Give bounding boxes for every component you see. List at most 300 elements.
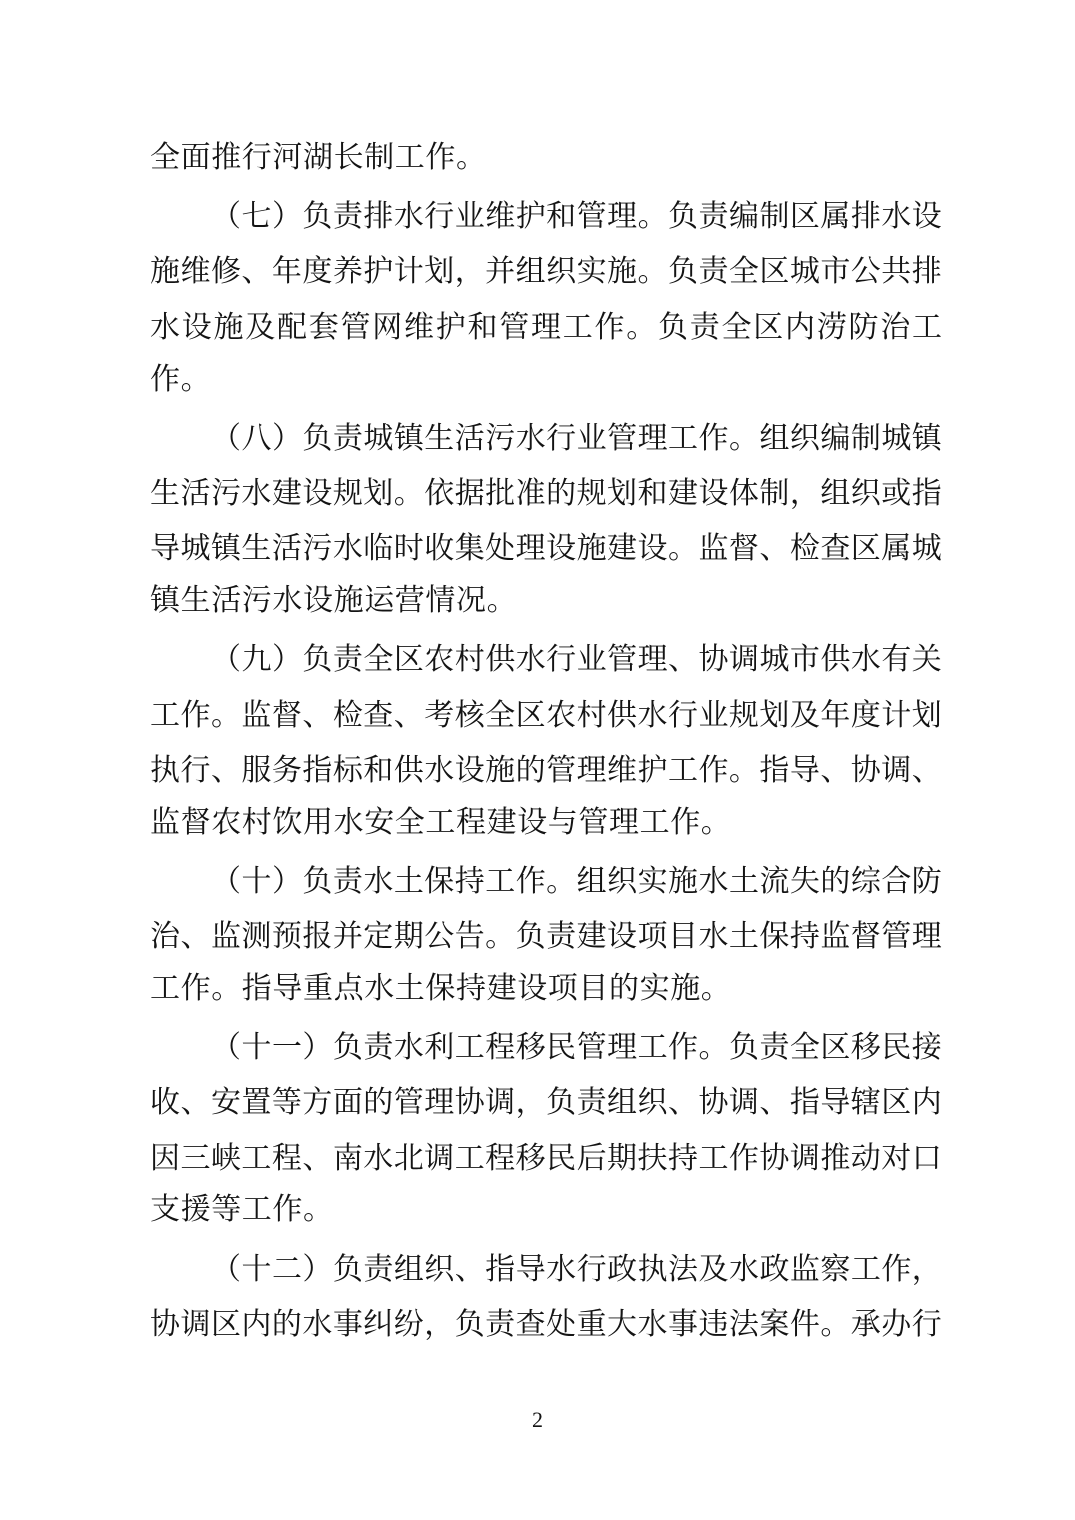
text-char: 督 [271, 698, 302, 732]
text-char: 织 [607, 864, 638, 898]
text-char: 维 [485, 200, 516, 234]
text-line: 工作。指导重点水土保持建设项目的实施。 [150, 971, 732, 1005]
text-char: 工 [562, 310, 593, 344]
text-char: 度 [850, 698, 881, 732]
text-char: 施 [485, 753, 516, 787]
text-char: ） [271, 864, 302, 898]
text-char: 水 [850, 643, 881, 677]
text-char: 负 [515, 920, 546, 954]
text-char: 执 [637, 1252, 668, 1286]
text-char: 责 [485, 1307, 516, 1341]
text-char: 度 [302, 255, 333, 289]
text-char: 管 [576, 1030, 607, 1064]
text-char: 的 [271, 1307, 302, 1341]
text-char: 排 [850, 200, 881, 234]
text-char: 作 [698, 753, 729, 787]
text-char: 。 [698, 1030, 729, 1064]
text-char: ） [302, 1030, 333, 1064]
text-char: 编 [820, 421, 851, 455]
text-char: 据 [454, 477, 485, 511]
text-char: 组 [393, 1252, 424, 1286]
text-char: 负 [454, 1307, 485, 1341]
text-line [150, 1072, 942, 1127]
text-char: 公 [850, 255, 881, 289]
text-char: 制 [759, 477, 790, 511]
text-char: 制 [850, 421, 881, 455]
text-char: 组 [576, 864, 607, 898]
text-char: 建 [667, 477, 698, 511]
text-char: 。 [626, 310, 657, 344]
text-char: 业 [698, 698, 729, 732]
text-char: 负 [667, 255, 698, 289]
text-char: 管 [607, 643, 638, 677]
text-char: 组 [515, 255, 546, 289]
text-char: 、 [302, 1141, 333, 1175]
text-char: 排 [911, 255, 942, 289]
text-char: 督 [728, 532, 759, 566]
text-char: 监 [789, 1252, 820, 1286]
text-char: 内 [785, 310, 815, 344]
text-char: 失 [789, 864, 820, 898]
text-char: 污 [302, 532, 333, 566]
text-char: 、 [393, 698, 424, 732]
text-line [150, 684, 942, 739]
text-line [150, 1016, 942, 1071]
text-char: 移 [515, 1141, 546, 1175]
text-char: 体 [728, 477, 759, 511]
text-char: 大 [607, 1307, 638, 1341]
text-char: 维 [180, 255, 211, 289]
text-char: 水 [393, 200, 424, 234]
text-char: 水 [637, 698, 668, 732]
text-char: 划 [363, 477, 394, 511]
text-char: 责 [332, 643, 363, 677]
text-char: 流 [759, 864, 790, 898]
text-char: 维 [404, 310, 434, 344]
text-char: 指 [485, 1252, 516, 1286]
text-char: 建 [576, 920, 607, 954]
text-char: 协 [698, 643, 729, 677]
text-line: 作。 [150, 362, 212, 396]
text-char: 管 [607, 421, 638, 455]
text-char: 指 [302, 753, 333, 787]
text-char: 区 [850, 532, 881, 566]
page-number: 2 [532, 1407, 543, 1432]
text-char: 、 [180, 920, 211, 954]
text-char: 处 [546, 1307, 577, 1341]
text-char: 设 [454, 753, 485, 787]
text-char: （ [211, 643, 241, 677]
text-char: 工 [637, 1030, 668, 1064]
text-char: 项 [637, 920, 668, 954]
text-char: 制 [759, 200, 790, 234]
text-char: 协 [454, 1086, 485, 1120]
text-char: 农 [424, 643, 455, 677]
text-char: 对 [881, 1141, 912, 1175]
text-char: 水 [424, 753, 455, 787]
text-char: 施 [668, 864, 699, 898]
text-char: 等 [271, 1086, 302, 1120]
text-char: 办 [881, 1307, 912, 1341]
text-char: 指 [789, 1086, 820, 1120]
text-char: 查 [820, 532, 851, 566]
text-char: 活 [454, 421, 485, 455]
text-char: 和 [637, 477, 668, 511]
text-char: 协 [698, 1086, 729, 1120]
text-char: 协 [150, 1307, 180, 1341]
text-char: 监 [210, 920, 241, 954]
text-char: 设 [302, 477, 333, 511]
text-char: ， [911, 1252, 942, 1286]
text-char: 责 [332, 864, 363, 898]
text-char: 或 [881, 477, 912, 511]
text-char: 市 [820, 255, 851, 289]
text-char: 责 [363, 1030, 394, 1064]
text-char: 防 [911, 864, 942, 898]
text-char: 织 [637, 1086, 668, 1120]
text-char: 管 [881, 920, 912, 954]
text-char: 作 [594, 310, 625, 344]
text-char: 承 [850, 1307, 881, 1341]
text-char: 。 [485, 920, 516, 954]
text-char: 水 [515, 421, 546, 455]
text-char: 集 [454, 532, 485, 566]
text-char: 期 [607, 1141, 638, 1175]
text-char: 划 [911, 698, 942, 732]
text-line [150, 296, 942, 351]
text-char: 区 [515, 698, 546, 732]
text-char: 水 [363, 1141, 394, 1175]
text-char: 察 [820, 1252, 851, 1286]
text-char: 负 [332, 1030, 363, 1064]
text-char: （ [211, 1030, 241, 1064]
text-char: 事 [667, 1307, 698, 1341]
text-char: 城 [180, 532, 211, 566]
text-char: 内 [241, 1307, 272, 1341]
text-char: 导 [150, 532, 180, 566]
text-char: ， [789, 477, 820, 511]
text-char: 护 [515, 200, 546, 234]
text-char: 十 [241, 1030, 272, 1064]
text-char: 实 [576, 255, 607, 289]
text-char: 负 [658, 310, 688, 344]
text-char: 行 [546, 643, 577, 677]
text-char: 。 [667, 532, 698, 566]
text-char: 查 [515, 1307, 546, 1341]
text-char: 作 [668, 1030, 699, 1064]
text-char: 导 [515, 1252, 546, 1286]
text-char: 镇 [210, 532, 241, 566]
text-char: 批 [485, 477, 516, 511]
text-char: 水 [546, 1252, 577, 1286]
text-char: 治 [150, 920, 180, 954]
text-char: 排 [363, 200, 394, 234]
text-char: 法 [728, 1307, 759, 1341]
text-char: 作 [180, 698, 211, 732]
text-char: 责 [759, 1030, 790, 1064]
text-char: 负 [728, 1030, 759, 1064]
text-char: 监 [698, 532, 729, 566]
text-char: 水 [698, 864, 729, 898]
text-char: 村 [454, 643, 485, 677]
text-char: 负 [302, 643, 333, 677]
text-char: 设 [607, 920, 638, 954]
text-char: 导 [789, 753, 820, 787]
text-char: 调 [881, 753, 912, 787]
text-char: 预 [271, 920, 302, 954]
text-char: 调 [789, 1141, 820, 1175]
text-char: 工 [912, 310, 942, 344]
text-char: 污 [210, 477, 241, 511]
text-char: 理 [911, 920, 942, 954]
text-char: 推 [820, 1141, 851, 1175]
text-char: 负 [302, 864, 333, 898]
text-char: 负 [332, 1252, 363, 1286]
text-char: 民 [881, 1030, 912, 1064]
text-char: （ [211, 421, 241, 455]
text-char: 污 [485, 421, 516, 455]
text-char: 全 [721, 310, 752, 344]
text-char: 维 [607, 753, 638, 787]
text-char: 设 [698, 477, 729, 511]
text-char: 收 [424, 532, 455, 566]
text-char: 件 [789, 1307, 820, 1341]
text-char: 北 [393, 1141, 424, 1175]
text-char: ， [424, 1307, 455, 1341]
text-char: 检 [332, 698, 363, 732]
text-char: 生 [241, 532, 272, 566]
text-char: 城 [759, 643, 790, 677]
text-char: 区 [759, 255, 790, 289]
text-char: 设 [637, 532, 668, 566]
text-char: 政 [759, 1252, 790, 1286]
text-line [150, 1293, 942, 1348]
text-char: 工 [150, 698, 180, 732]
text-char: 织 [546, 255, 577, 289]
text-char: 业 [454, 200, 485, 234]
text-char: 理 [637, 643, 668, 677]
text-char: 区 [789, 200, 820, 234]
text-char: 水 [881, 200, 912, 234]
text-char: 案 [759, 1307, 790, 1341]
text-char: 工 [485, 864, 516, 898]
text-char: 建 [271, 477, 302, 511]
text-char: 城 [881, 421, 912, 455]
text-char: 的 [820, 864, 851, 898]
text-char: 设 [546, 532, 577, 566]
text-char: 和 [546, 200, 577, 234]
text-char: 口 [911, 1141, 942, 1175]
text-char: 土 [728, 920, 759, 954]
text-char: 计 [881, 698, 912, 732]
text-char: 责 [363, 1252, 394, 1286]
text-char: 依 [424, 477, 455, 511]
text-char: 调 [485, 1086, 516, 1120]
text-char: 接 [911, 1030, 942, 1064]
text-char: ） [302, 1252, 333, 1286]
text-char: 护 [435, 310, 466, 344]
text-char: 纷 [393, 1307, 424, 1341]
text-line [150, 629, 942, 684]
text-char: 水 [728, 1252, 759, 1286]
text-char: 织 [789, 421, 820, 455]
text-char: 全 [728, 255, 759, 289]
text-char: 水 [637, 1307, 668, 1341]
text-char: 。 [728, 753, 759, 787]
text-char: 、 [668, 643, 699, 677]
text-char: 的 [546, 477, 577, 511]
text-char: 管 [340, 310, 371, 344]
text-char: 动 [850, 1141, 881, 1175]
text-char: 关 [911, 643, 942, 677]
text-char: 护 [637, 753, 668, 787]
text-char: 监 [241, 698, 272, 732]
text-char: 公 [424, 920, 455, 954]
text-char: 土 [728, 864, 759, 898]
text-char: 行 [576, 1252, 607, 1286]
text-char: 纠 [363, 1307, 394, 1341]
text-char: 程 [271, 1141, 302, 1175]
text-char: 区 [393, 643, 424, 677]
text-char: 督 [850, 920, 881, 954]
text-char: 织 [424, 1252, 455, 1286]
text-line [150, 739, 942, 794]
text-char: 三 [180, 1141, 211, 1175]
text-line: 镇生活污水设施运营情况。 [150, 584, 518, 618]
text-char: 行 [667, 698, 698, 732]
text-char: 防 [848, 310, 879, 344]
text-char: 。 [637, 255, 668, 289]
text-char: 施 [150, 255, 180, 289]
text-char: 负 [546, 1086, 577, 1120]
text-char: 责 [576, 1086, 607, 1120]
text-char: 综 [850, 864, 881, 898]
text-char: 移 [850, 1030, 881, 1064]
text-char: 修 [210, 255, 241, 289]
text-char: ） [271, 643, 302, 677]
text-char: 供 [393, 753, 424, 787]
text-char: 责 [698, 200, 729, 234]
text-char: 设 [181, 310, 212, 344]
text-char: 土 [393, 864, 424, 898]
text-char: 导 [820, 1086, 851, 1120]
text-char: 管 [393, 1086, 424, 1120]
text-char: 面 [332, 1086, 363, 1120]
text-line [150, 1127, 942, 1182]
text-char: 负 [302, 200, 333, 234]
text-char: 及 [245, 310, 276, 344]
text-char: 持 [667, 1141, 698, 1175]
text-char: 城 [911, 532, 942, 566]
text-char: 处 [485, 532, 516, 566]
text-char: 因 [150, 1141, 180, 1175]
text-char: 水 [150, 310, 180, 344]
text-char: 理 [576, 753, 607, 787]
text-char: 养 [332, 255, 363, 289]
text-char: 准 [515, 477, 546, 511]
text-char: 村 [576, 698, 607, 732]
text-char: 并 [332, 920, 363, 954]
text-char: 属 [820, 200, 851, 234]
text-char: 保 [759, 920, 790, 954]
text-char: 合 [881, 864, 912, 898]
text-char: 及 [698, 1252, 729, 1286]
text-char: 年 [271, 255, 302, 289]
text-line [150, 850, 942, 905]
text-char: 工 [668, 421, 699, 455]
text-char: 调 [728, 643, 759, 677]
text-char: 十 [241, 1252, 272, 1286]
text-char: 组 [607, 1086, 638, 1120]
text-char: （ [211, 200, 241, 234]
text-char: 施 [576, 532, 607, 566]
text-char: 水 [332, 532, 363, 566]
text-char: 、 [180, 1086, 211, 1120]
text-char: 责 [698, 255, 729, 289]
text-char: 业 [576, 421, 607, 455]
text-char: 镇 [911, 421, 942, 455]
text-char: 安 [210, 1086, 241, 1120]
text-char: 持 [789, 920, 820, 954]
text-char: 护 [363, 255, 394, 289]
text-char: 水 [363, 864, 394, 898]
text-char: 有 [881, 643, 912, 677]
text-char: 组 [759, 421, 790, 455]
text-char: 利 [424, 1030, 455, 1064]
text-char: 调 [728, 1086, 759, 1120]
text-char: 核 [454, 698, 485, 732]
text-char: 时 [393, 532, 424, 566]
text-char: 、 [241, 255, 272, 289]
text-char: 行 [424, 200, 455, 234]
text-char: 作 [881, 1252, 912, 1286]
text-char: （ [211, 864, 241, 898]
text-char: 理 [607, 200, 638, 234]
text-char: 建 [607, 532, 638, 566]
text-char: 调 [180, 1307, 211, 1341]
text-char: 目 [667, 920, 698, 954]
text-line [150, 462, 942, 517]
text-char: 。 [546, 864, 577, 898]
text-char: 九 [241, 643, 272, 677]
text-char: 期 [393, 920, 424, 954]
text-char: 务 [271, 753, 302, 787]
text-char: 水 [698, 920, 729, 954]
text-char: 。 [820, 1307, 851, 1341]
text-char: 辖 [850, 1086, 881, 1120]
text-char: 八 [241, 421, 272, 455]
text-char: 后 [576, 1141, 607, 1175]
text-char: 负 [302, 421, 333, 455]
text-char: 水 [302, 1307, 333, 1341]
text-char: 业 [576, 643, 607, 677]
text-char: 作 [515, 864, 546, 898]
text-char: 七 [241, 200, 272, 234]
text-line [150, 407, 942, 462]
text-char: 理 [531, 310, 561, 344]
text-char: 套 [308, 310, 339, 344]
text-char: 一 [271, 1030, 302, 1064]
text-char: 工 [698, 1141, 729, 1175]
text-char: 违 [698, 1307, 729, 1341]
text-char: 织 [850, 477, 881, 511]
text-char: 执 [150, 753, 180, 787]
text-char: 农 [546, 698, 577, 732]
text-char: 工 [667, 753, 698, 787]
text-char: 区 [753, 310, 784, 344]
text-char: 和 [467, 310, 498, 344]
text-char: 治 [880, 310, 911, 344]
